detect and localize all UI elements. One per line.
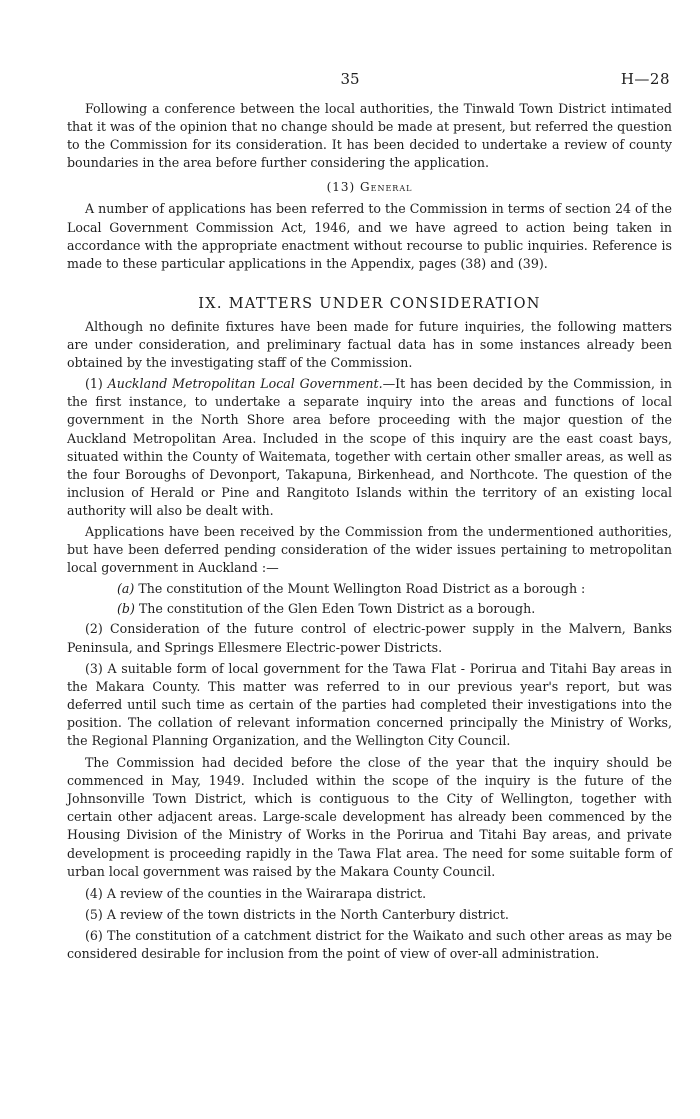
paragraph-item-5: (5) A review of the town districts in the North Canterbury district. <box>85 906 509 922</box>
paragraph-item-6: (6) The constitution of a catchment district for the Waikato and such other areas as may be considered desirable for inclusion from the point of view of over-all administration. <box>67 927 672 962</box>
sub-item-a <box>67 580 672 598</box>
sub-item-b <box>67 600 672 618</box>
sub-item-label: (b) <box>117 601 135 617</box>
paragraph-applications: Applications have been received by the Commission from the undermentioned authorities, but have been deferred pending consideration of the wider issues pertaining to metropolitan local government in Auckland :— <box>67 523 672 576</box>
section-heading-matters-under-consideration: IX. MATTERS UNDER CONSIDERATION <box>198 295 541 312</box>
sub-item-text: The constitution of the Mount Wellington Road District as a borough : <box>134 581 586 597</box>
paragraph-intro: Although no definite fixtures have been made for future inquiries, the following matters are under consideration, and preliminary factual data has in some instances already been obtained by the investigating staff of the Commission. <box>67 318 672 371</box>
auckland-title: Auckland Metropolitan Local Government. <box>107 376 383 392</box>
paragraph-item-2: (2) Consideration of the future control of electric-power supply in the Malvern, Banks Peninsula, and Springs Ellesmere Electric-power Districts. <box>67 621 672 655</box>
paragraph-commission-decided: The Commission had decided before the close of the year that the inquiry should be commenced in May, 1949. Included within the scope of the inquiry is the future of the Johnsonville Town District, which is contiguous to the City of Wellington, together with certain other adjacent areas. Large-scale development has already been commenced by the Housing Division of the Ministry of Works in the Porirua and Titahi Bay areas, and private development is proceeding rapidly in the Tawa Flat area. The need for some suitable form of urban local government was raised by the Makara County Council. <box>67 755 672 879</box>
item-number: (1) <box>85 376 108 392</box>
auckland-body: —It has been decided by the Commission, in the first instance, to undertake a separate inquiry into the areas and functions of local government in the North Shore area before proceeding with the major question of the Auckland Metropolitan Area. Included in the scope of this inquiry are the east coast bays, situated within the County of Waitemata, together with certain other smaller areas, as well as the four Boroughs of Devonport, Takapuna, Birkenhead, and Northcote. The question of the inclusion of Herald or Pine and Rangitoto Islands within the territory of an existing local authority will also be dealt with. <box>67 376 672 518</box>
paragraph-auckland <box>67 375 672 520</box>
page-number: 35 <box>340 70 360 88</box>
paragraph-tinwald: Following a conference between the local authorities, the Tinwald Town District intimated that it was of the opinion that no change should be made at present, but referred the question to the Commission for its consideration. It has been decided to undertake a review of county boundaries in the area before further considering the application. <box>67 101 672 171</box>
sub-item-label: (a) <box>117 581 135 597</box>
paragraph-item-4: (4) A review of the counties in the Wairarapa district. <box>85 885 427 901</box>
subsection-heading-general: (13) General <box>326 180 413 195</box>
paragraph-item-3: (3) A suitable form of local government for the Tawa Flat - Porirua and Titahi Bay areas in the Makara County. This matter was referred to in our previous year's report, but was deferred until such time as certain of the parties had completed their investigations into the position. The collation of relevant information concerned principally the Ministry of Works, the Regional Planning Organization, and the Wellington City Council. <box>67 660 672 748</box>
document-body <box>67 100 672 963</box>
sub-item-text: The constitution of the Glen Eden Town District as a borough. <box>134 601 536 617</box>
document-reference: H—28 <box>620 70 670 88</box>
paragraph-general: A number of applications has been referred to the Commission in terms of section 24 of the Local Government Commission Act, 1946, and we have agreed to action being taken in accordance with the appropriate enactment without recourse to public inquiries. Reference is made to these particular applications in the Appendix, pages (38) and (39). <box>67 201 672 271</box>
